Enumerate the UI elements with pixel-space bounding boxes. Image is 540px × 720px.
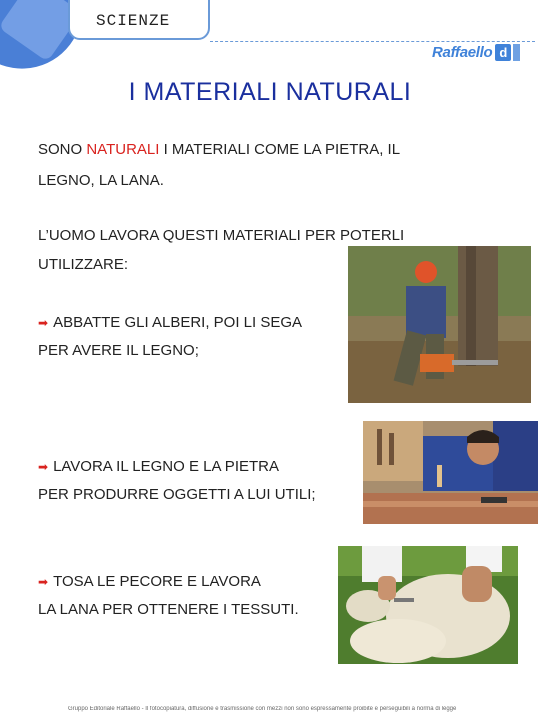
carpenter-photo xyxy=(363,421,538,524)
activity-1-line-2: PER AVERE IL LEGNO; xyxy=(38,342,199,359)
intro-text-pre: SONO xyxy=(38,141,87,158)
activity-1-line-1 xyxy=(38,314,302,331)
brand-logo xyxy=(432,41,520,63)
activity-2-line-2: PER PRODURRE OGGETTI A LUI UTILI; xyxy=(38,486,316,503)
brand-name: Raffaello xyxy=(432,43,493,61)
activity-2-text: LAVORA IL LEGNO E LA PIETRA xyxy=(53,458,279,475)
arrow-icon: ➡ xyxy=(38,316,49,330)
page-title: I MATERIALI NATURALI xyxy=(128,78,412,106)
intro-text-post: I MATERIALI COME LA PIETRA, IL xyxy=(159,141,401,158)
intro-line-1 xyxy=(38,141,400,158)
lumberjack-photo xyxy=(348,246,531,403)
sheep-shearing-photo xyxy=(338,546,518,664)
brand-mark-tail xyxy=(513,44,520,61)
intro-line-2: LEGNO, LA LANA. xyxy=(38,172,164,189)
footer-copyright: Gruppo Editoriale Raffaello - Il fotocopiatura, diffusione e trasmissione con mezzi non sono espressamente proibite e perseguibili a norma di legge xyxy=(68,706,457,712)
subject-label: SCIENZE xyxy=(96,12,171,30)
activity-2-line-1 xyxy=(38,458,279,475)
activity-3-text: TOSA LE PECORE E LAVORA xyxy=(53,573,261,590)
activity-3-line-1 xyxy=(38,573,261,590)
purpose-line-2: UTILIZZARE: xyxy=(38,256,129,273)
arrow-icon: ➡ xyxy=(38,460,49,474)
purpose-line-1: L’UOMO LAVORA QUESTI MATERIALI PER POTERLI xyxy=(38,227,405,244)
activity-1-text: ABBATTE GLI ALBERI, POI LI SEGA xyxy=(53,314,303,331)
brand-mark: d xyxy=(495,44,511,61)
arrow-icon: ➡ xyxy=(38,575,49,589)
activity-3-line-2: LA LANA PER OTTENERE I TESSUTI. xyxy=(38,601,299,618)
intro-highlight: NATURALI xyxy=(86,141,160,158)
